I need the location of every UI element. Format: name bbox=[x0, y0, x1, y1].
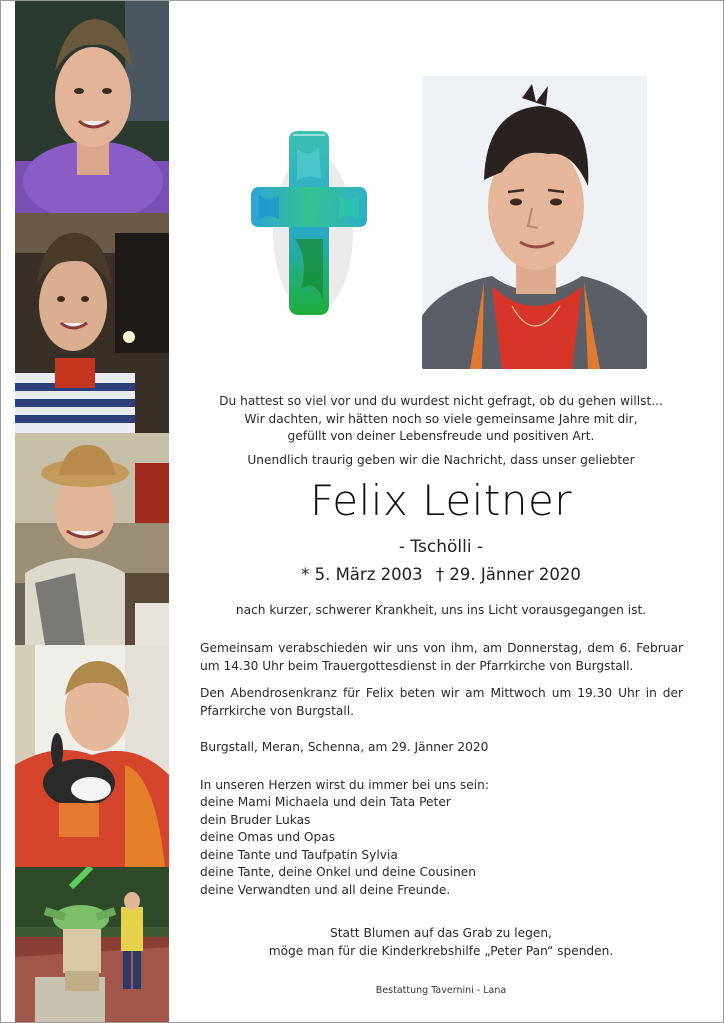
announcement: Unendlich traurig geben wir die Nachricht, dass unser geliebter bbox=[247, 453, 635, 467]
mourners-intro: In unseren Herzen wirst du immer bei uns sein: bbox=[200, 778, 489, 792]
mourner-line: deine Mami Michaela und dein Tata Peter bbox=[200, 795, 451, 809]
mourner-line: deine Verwandten und all deine Freunde. bbox=[200, 882, 451, 897]
donation-line: möge man für die Kinderkrebshilfe „Peter Pan“ spenden. bbox=[268, 943, 614, 958]
mourner-line: dein Bruder Lukas bbox=[200, 812, 311, 827]
childhood-photo-1 bbox=[15, 1, 169, 213]
mourner-line: deine Tante und Taufpatin Sylvia bbox=[200, 847, 398, 862]
funeral-service-text: Gemeinsam verabschieden wir uns von ihm, am Donnerstag, dem 6. Februar um 14.30 Uhr beim Trauergottesdienst in der Pfarrkirche von Burgstall. bbox=[200, 641, 683, 673]
cross-icon bbox=[249, 129, 369, 317]
passed-away-text: nach kurzer, schwerer Krankheit, uns ins Licht vorausgegangen ist. bbox=[235, 603, 647, 617]
life-dates bbox=[181, 563, 701, 587]
mourner-line: deine Tante, deine Onkel und deine Cousinen bbox=[200, 865, 476, 879]
deceased-name: Felix Leitner bbox=[309, 476, 573, 525]
childhood-photo-4 bbox=[15, 645, 169, 867]
donation-line: Statt Blumen auf das Grab zu legen, bbox=[330, 926, 552, 940]
childhood-photo-5 bbox=[15, 867, 169, 1022]
poem-line: Du hattest so viel vor und du wurdest nicht gefragt, ob du gehen willst... bbox=[219, 394, 663, 408]
undertaker: Bestattung Tavernini - Lana bbox=[375, 985, 507, 996]
place-date: Burgstall, Meran, Schenna, am 29. Jänner 2020 bbox=[200, 740, 489, 754]
birth-date: * 5. März 2003 bbox=[301, 565, 423, 584]
poem-line: Wir dachten, wir hätten noch so viele gemeinsame Jahre mit dir, bbox=[244, 411, 638, 426]
poem bbox=[181, 393, 701, 446]
rosary-text: Den Abendrosenkranz für Felix beten wir am Mittwoch um 19.30 Uhr in der Pfarrkirche von Burgstall. bbox=[200, 686, 683, 718]
childhood-photo-3 bbox=[15, 433, 169, 645]
photo-strip bbox=[15, 1, 169, 1022]
childhood-photo-2 bbox=[15, 213, 169, 433]
donation-note bbox=[181, 925, 701, 960]
death-date: † 29. Jänner 2020 bbox=[435, 565, 581, 584]
poem-line: gefüllt von deiner Lebensfreude und positiven Art. bbox=[287, 429, 595, 443]
portrait-photo bbox=[422, 76, 647, 369]
mourner-line: deine Omas und Opas bbox=[200, 830, 336, 844]
nickname: - Tschölli - bbox=[398, 537, 484, 557]
mourners-list bbox=[200, 794, 683, 899]
